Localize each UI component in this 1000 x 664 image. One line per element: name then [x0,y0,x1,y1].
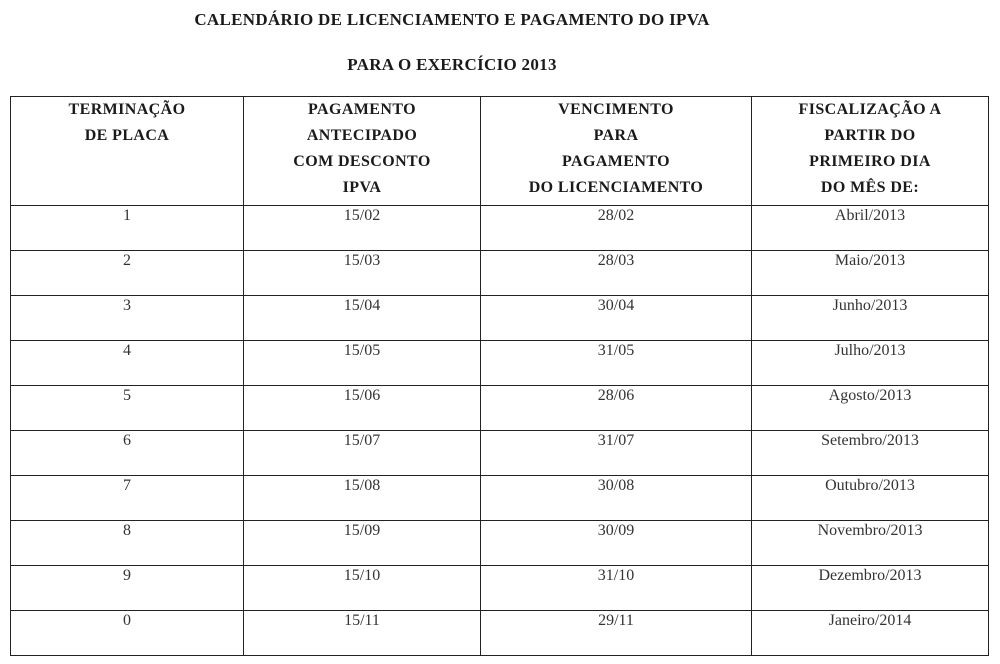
plate-ending-cell: 1 [11,206,244,251]
header-line: PARA [593,127,639,144]
license-due-cell: 28/02 [481,206,752,251]
plate-ending-cell: 4 [11,341,244,386]
early-payment-cell: 15/09 [244,521,481,566]
plate-ending-cell: 5 [11,386,244,431]
early-payment-cell: 15/06 [244,386,481,431]
license-due-cell: 31/07 [481,431,752,476]
license-due-cell: 30/09 [481,521,752,566]
header-license-due [481,97,752,206]
header-row [11,97,989,206]
header-line: PARTIR DO [824,127,916,144]
table-row [11,566,989,611]
table-row [11,521,989,566]
header-line: ANTECIPADO [306,127,418,144]
inspection-month-cell: Setembro/2013 [752,431,989,476]
early-payment-cell: 15/05 [244,341,481,386]
plate-ending-cell: 7 [11,476,244,521]
plate-ending-cell: 2 [11,251,244,296]
early-payment-cell: 15/03 [244,251,481,296]
license-due-cell: 30/08 [481,476,752,521]
header-line: COM DESCONTO [293,153,431,170]
table-row [11,341,989,386]
header-line: PRIMEIRO DIA [809,153,931,170]
ipva-calendar-table [10,96,989,656]
license-due-cell: 29/11 [481,611,752,656]
header-inspection-start [752,97,989,206]
inspection-month-cell: Julho/2013 [752,341,989,386]
table-row [11,296,989,341]
table-row [11,386,989,431]
inspection-month-cell: Outubro/2013 [752,476,989,521]
early-payment-cell: 15/08 [244,476,481,521]
early-payment-cell: 15/04 [244,296,481,341]
document-title: CALENDÁRIO DE LICENCIAMENTO E PAGAMENTO DO IPVA [194,10,710,29]
table-row [11,251,989,296]
license-due-cell: 28/03 [481,251,752,296]
plate-ending-cell: 9 [11,566,244,611]
inspection-month-cell: Novembro/2013 [752,521,989,566]
table-row [11,611,989,656]
header-early-payment [244,97,481,206]
header-line: PAGAMENTO [562,153,670,170]
early-payment-cell: 15/02 [244,206,481,251]
header-line: DO MÊS DE: [820,179,920,196]
inspection-month-cell: Junho/2013 [752,296,989,341]
plate-ending-cell: 8 [11,521,244,566]
early-payment-cell: 15/07 [244,431,481,476]
header-line: FISCALIZAÇÃO A [798,101,942,118]
license-due-cell: 31/10 [481,566,752,611]
table-row [11,476,989,521]
inspection-month-cell: Janeiro/2014 [752,611,989,656]
license-due-cell: 28/06 [481,386,752,431]
inspection-month-cell: Abril/2013 [752,206,989,251]
license-due-cell: 31/05 [481,341,752,386]
table-row [11,431,989,476]
inspection-month-cell: Dezembro/2013 [752,566,989,611]
header-plate-ending [11,97,244,206]
license-due-cell: 30/04 [481,296,752,341]
plate-ending-cell: 3 [11,296,244,341]
header-line: PAGAMENTO [308,101,416,118]
early-payment-cell: 15/11 [244,611,481,656]
document-subtitle: PARA O EXERCÍCIO 2013 [347,55,557,74]
inspection-month-cell: Agosto/2013 [752,386,989,431]
plate-ending-cell: 6 [11,431,244,476]
plate-ending-cell: 0 [11,611,244,656]
header-line: IPVA [342,179,382,196]
header-line: DE PLACA [84,127,170,144]
header-line: VENCIMENTO [558,101,674,118]
table-row [11,206,989,251]
early-payment-cell: 15/10 [244,566,481,611]
header-line: TERMINAÇÃO [68,101,186,118]
inspection-month-cell: Maio/2013 [752,251,989,296]
header-line: DO LICENCIAMENTO [528,179,704,196]
